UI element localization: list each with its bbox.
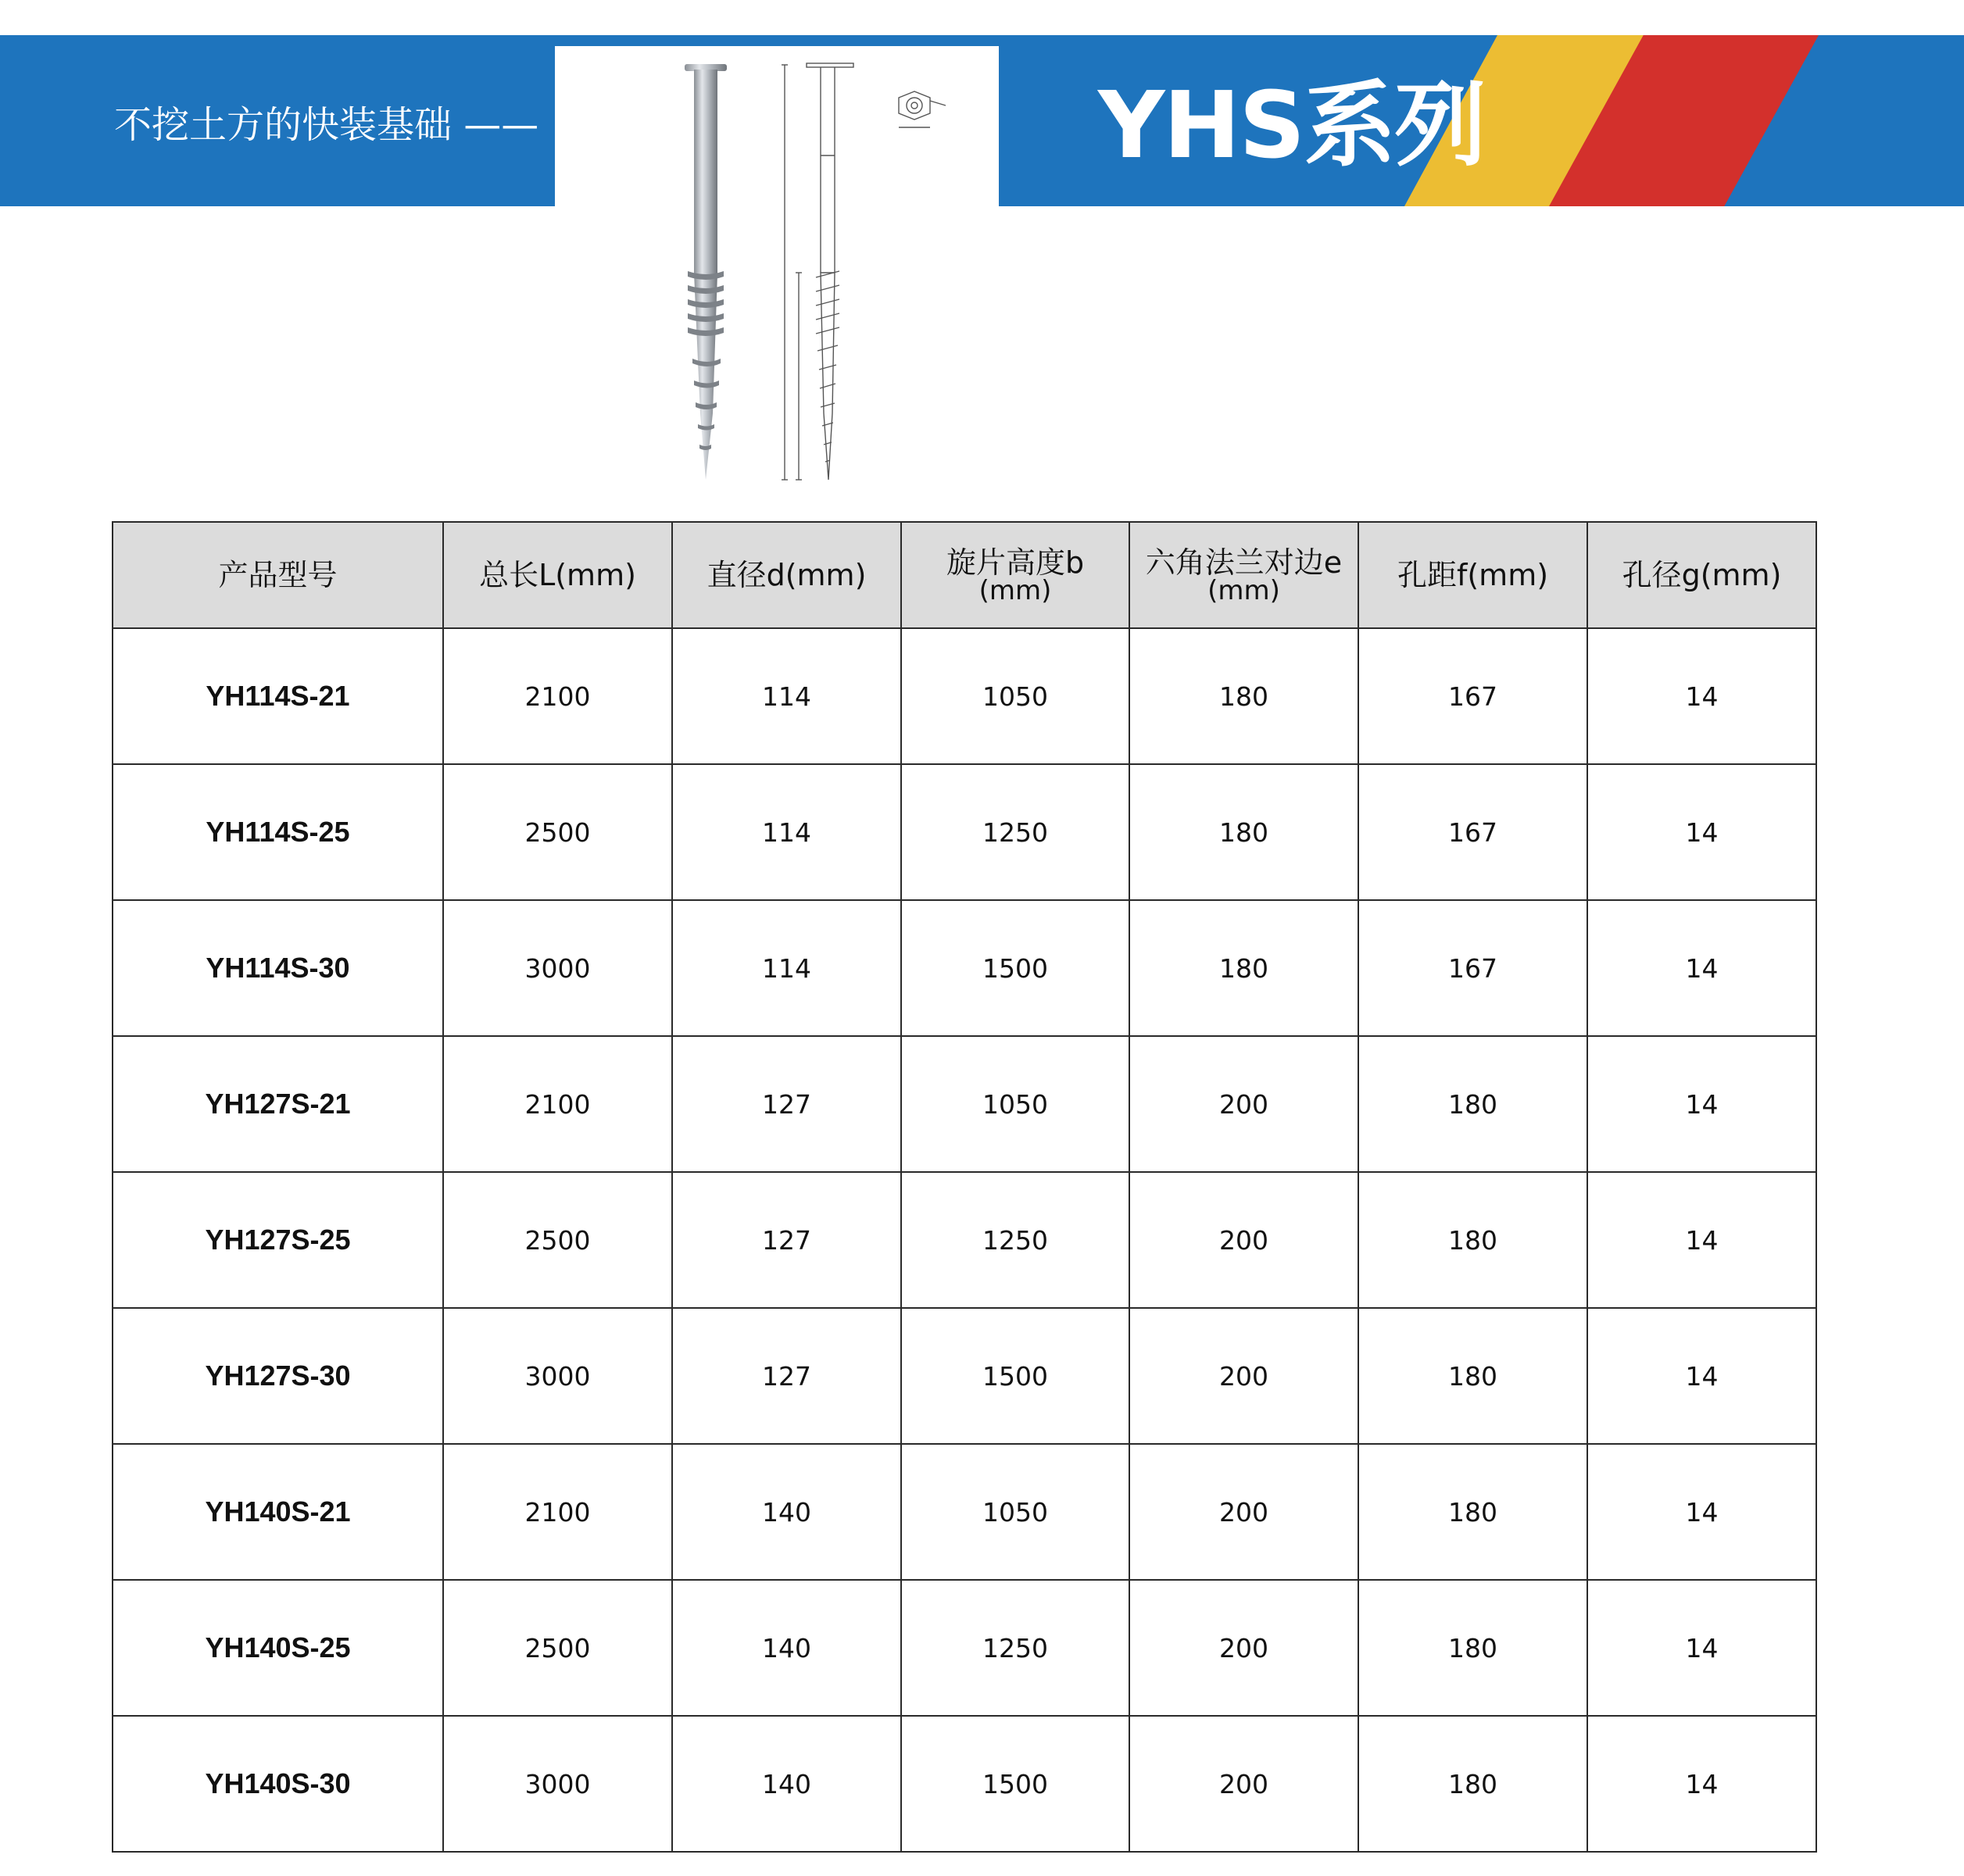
model-cell: YH127S-25 [113,1172,443,1308]
table-row [113,1716,1816,1852]
value-cell: 3000 [443,1716,672,1852]
value-cell: 200 [1129,1716,1358,1852]
value-cell: 180 [1358,1716,1587,1852]
value-cell: 2500 [443,764,672,900]
value-cell: 140 [672,1580,901,1716]
value-cell: 14 [1587,628,1816,764]
table-row [113,628,1816,764]
column-header-label: 孔径g(mm) [1622,558,1782,592]
column-header [901,522,1129,628]
value-cell: 180 [1129,628,1358,764]
value-cell: 180 [1129,900,1358,1036]
value-cell: 180 [1358,1580,1587,1716]
value-cell: 1050 [901,628,1129,764]
value-cell: 1500 [901,900,1129,1036]
value-cell: 1050 [901,1444,1129,1580]
value-cell: 127 [672,1172,901,1308]
column-header-label: 孔距f(mm) [1397,558,1549,592]
model-cell: YH140S-30 [113,1716,443,1852]
value-cell: 3000 [443,1308,672,1444]
model-cell: YH114S-25 [113,764,443,900]
value-cell: 140 [672,1716,901,1852]
model-cell: YH127S-30 [113,1308,443,1444]
value-cell: 1500 [901,1308,1129,1444]
table-row [113,1308,1816,1444]
value-cell: 200 [1129,1580,1358,1716]
value-cell: 2100 [443,628,672,764]
value-cell: 14 [1587,1716,1816,1852]
table-body [113,628,1816,1852]
model-cell: YH114S-21 [113,628,443,764]
value-cell: 200 [1129,1308,1358,1444]
table-header [113,522,1816,628]
series-title: YHS系列 [1098,71,1486,179]
value-cell: 1050 [901,1036,1129,1172]
table-row [113,1172,1816,1308]
value-cell: 200 [1129,1172,1358,1308]
table-row [113,764,1816,900]
value-cell: 14 [1587,1172,1816,1308]
value-cell: 167 [1358,764,1587,900]
value-cell: 180 [1358,1308,1587,1444]
column-header-unit: (mm) [1207,575,1280,606]
column-header [1129,522,1358,628]
value-cell: 14 [1587,1580,1816,1716]
value-cell: 180 [1358,1444,1587,1580]
column-header-label: 产品型号 [218,558,338,592]
value-cell: 180 [1129,764,1358,900]
value-cell: 1250 [901,1580,1129,1716]
value-cell: 14 [1587,1308,1816,1444]
value-cell: 2100 [443,1444,672,1580]
column-header-label: 六角法兰对边e [1145,545,1343,580]
table-row [113,1444,1816,1580]
value-cell: 114 [672,764,901,900]
model-cell: YH114S-30 [113,900,443,1036]
model-cell: YH140S-25 [113,1580,443,1716]
value-cell: 167 [1358,628,1587,764]
value-cell: 127 [672,1308,901,1444]
table-row [113,1036,1816,1172]
column-header [443,522,672,628]
value-cell: 14 [1587,764,1816,900]
value-cell: 1250 [901,1172,1129,1308]
ground-screw-pile-drawing-icon [555,46,999,499]
table-row [113,900,1816,1036]
value-cell: 3000 [443,900,672,1036]
value-cell: 200 [1129,1036,1358,1172]
product-image [555,46,999,499]
model-cell: YH127S-21 [113,1036,443,1172]
column-header [1587,522,1816,628]
value-cell: 180 [1358,1036,1587,1172]
header-row [113,522,1816,628]
column-header [113,522,443,628]
value-cell: 2500 [443,1580,672,1716]
value-cell: 180 [1358,1172,1587,1308]
column-header [672,522,901,628]
value-cell: 1500 [901,1716,1129,1852]
value-cell: 14 [1587,1036,1816,1172]
value-cell: 140 [672,1444,901,1580]
column-header-label: 总长L(mm) [479,558,636,592]
value-cell: 1250 [901,764,1129,900]
column-header-label: 直径d(mm) [707,558,867,592]
value-cell: 114 [672,900,901,1036]
column-header-unit: (mm) [978,575,1052,606]
value-cell: 2100 [443,1036,672,1172]
value-cell: 2500 [443,1172,672,1308]
value-cell: 114 [672,628,901,764]
tagline: 不挖土方的快装基础 —— [114,103,539,147]
value-cell: 14 [1587,900,1816,1036]
value-cell: 167 [1358,900,1587,1036]
column-header [1358,522,1587,628]
table-row [113,1580,1816,1716]
spec-table [112,521,1816,1853]
value-cell: 14 [1587,1444,1816,1580]
model-cell: YH140S-21 [113,1444,443,1580]
value-cell: 127 [672,1036,901,1172]
column-header-label: 旋片高度b [946,545,1085,580]
value-cell: 200 [1129,1444,1358,1580]
